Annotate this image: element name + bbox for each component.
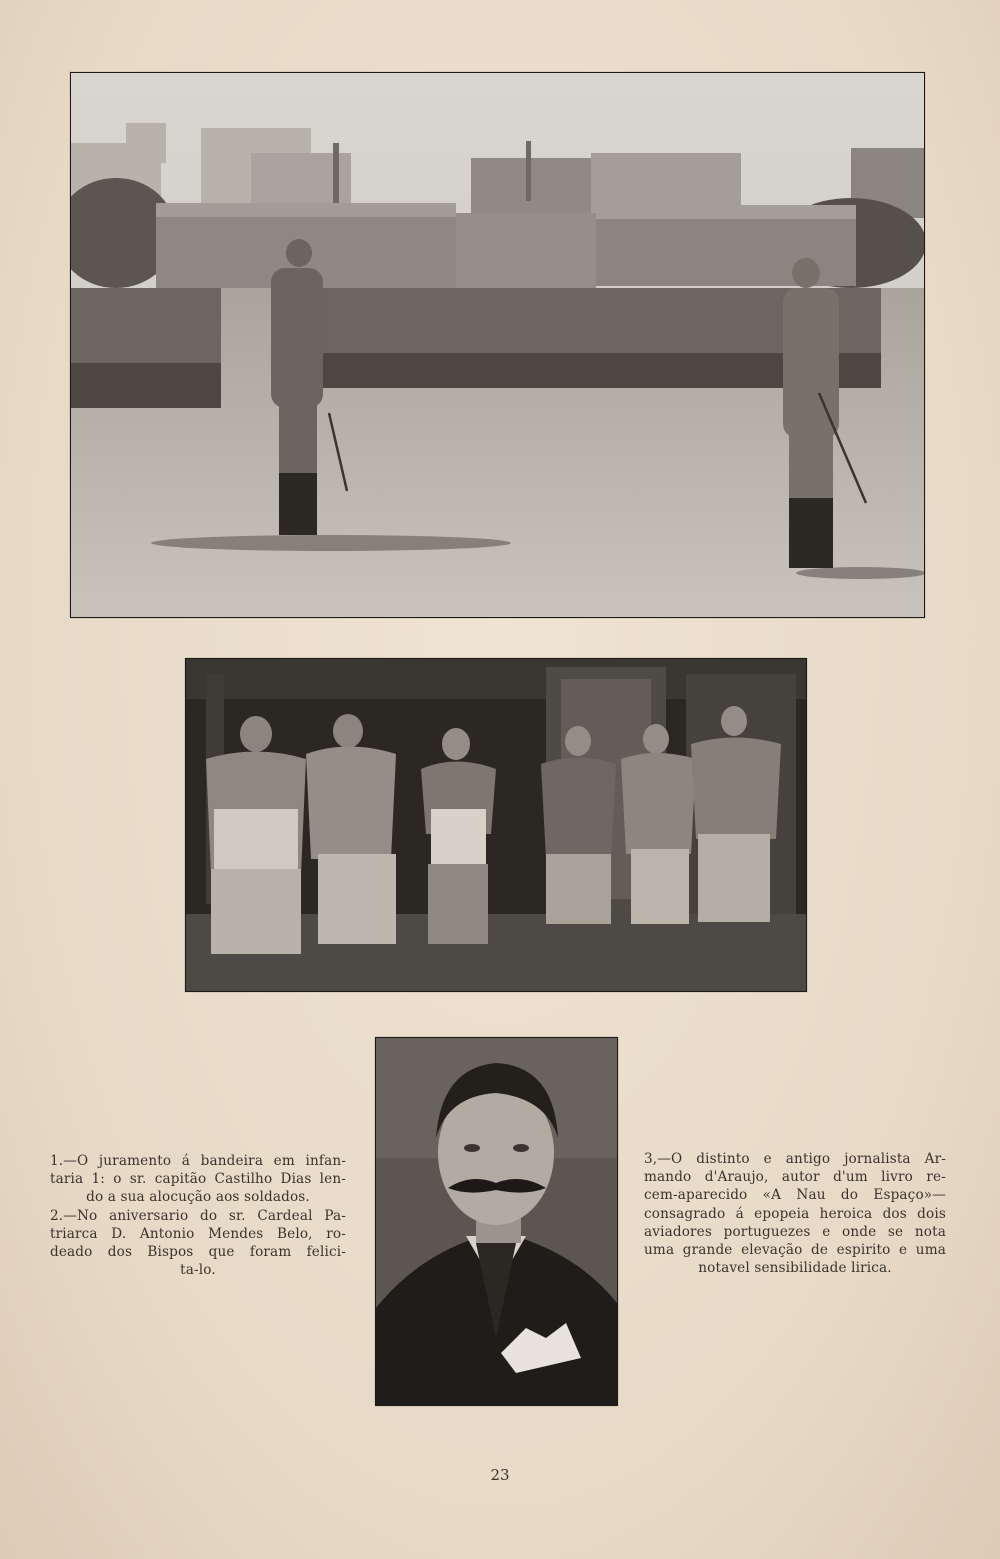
caption-line: do a sua alocução aos soldados.	[86, 1189, 310, 1206]
military-oath-ceremony-photo	[70, 72, 925, 618]
page-number: 23	[490, 1466, 510, 1484]
cardinal-and-bishops-image	[186, 659, 806, 991]
portrait-photo	[375, 1037, 618, 1406]
caption-line: aviadores portuguezes e onde se nota	[644, 1223, 946, 1240]
caption-line: mando d'Araujo, autor d'um livro re-	[644, 1169, 946, 1186]
caption-line: notavel sensibilidade lirica.	[698, 1260, 892, 1277]
caption-line: consagrado á epopeia heroica dos dois	[644, 1205, 946, 1222]
caption-left	[50, 1152, 346, 1279]
caption-line: uma grande elevação de espirito e uma	[644, 1242, 946, 1259]
caption-line: ta-lo.	[180, 1262, 216, 1279]
caption-line: 3,—O distinto e antigo jornalista Ar-	[644, 1151, 946, 1167]
caption-line: 2.—No aniversario do sr. Cardeal Pa-	[50, 1207, 346, 1224]
caption-line: cem-aparecido «A Nau do Espaço»—	[644, 1187, 946, 1204]
portrait-image	[376, 1038, 617, 1405]
caption-line: triarca D. Antonio Mendes Belo, ro-	[50, 1225, 346, 1242]
caption-line: deado dos Bispos que foram felici-	[50, 1244, 346, 1261]
military-oath-ceremony-image	[71, 73, 924, 617]
caption-right	[644, 1150, 946, 1277]
caption-line: 1.—O juramento á bandeira em infan-	[50, 1153, 346, 1169]
caption-line: taria 1: o sr. capitão Castilho Dias len-	[50, 1171, 346, 1188]
cardinal-and-bishops-group-photo	[185, 658, 807, 992]
